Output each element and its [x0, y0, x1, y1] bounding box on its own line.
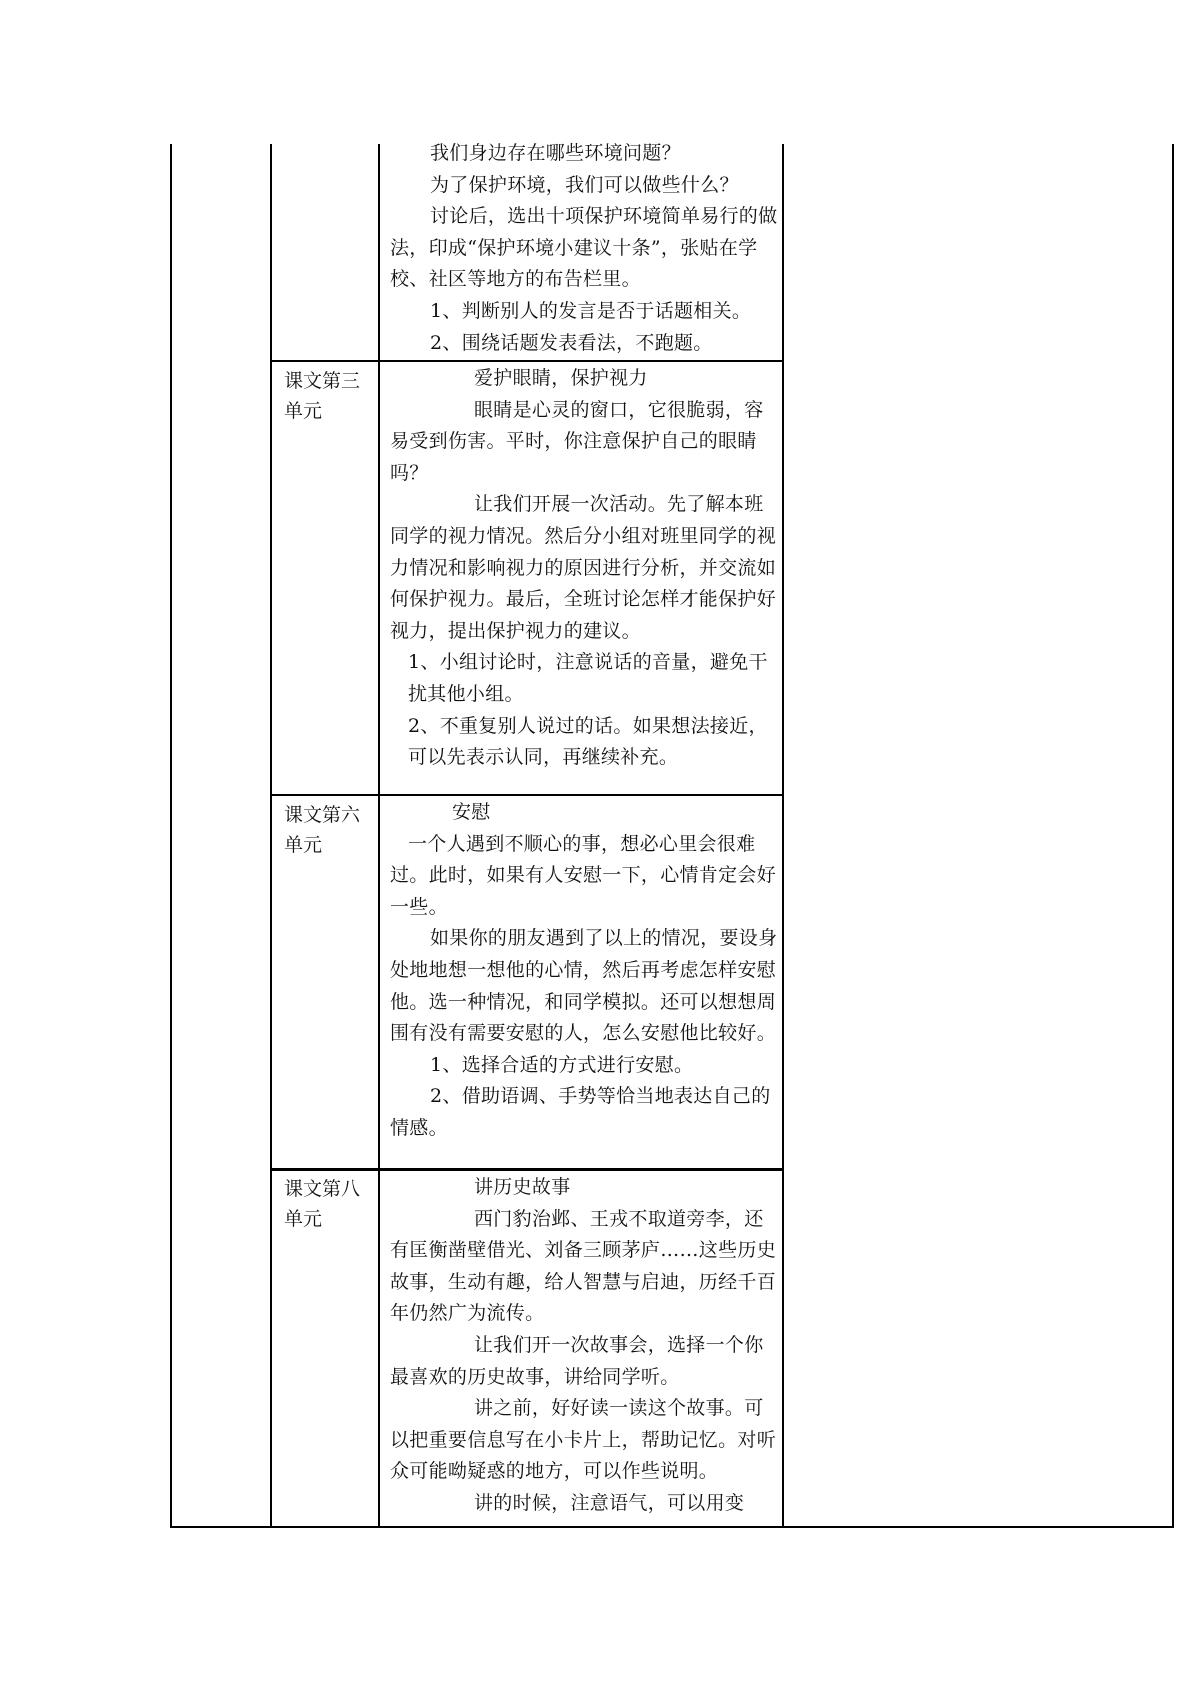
content-line: 1、选择合适的方式进行安慰。: [430, 1053, 694, 1076]
unit-label: 课文第三单元: [284, 370, 361, 422]
content-line: 爱护眼睛，保护视力: [474, 367, 648, 389]
content-line: 1、判断别人的发言是否于话题相关。: [430, 299, 752, 322]
content-line: 西门豹治邺、王戎不取道旁李，还有匡衡凿壁借光、刘备三顾茅庐……这些历史故事，生动有趣，给人智慧与启迪，历经千百年仍然广为流传。: [390, 1207, 777, 1325]
content-line: 讲之前，好好读一读这个故事。可以把重要信息写在小卡片上，帮助记忆。对听众可能呦疑惑的地方，可以作些说明。: [390, 1397, 777, 1483]
content-line: 讲历史故事: [474, 1176, 571, 1198]
row-divider: [270, 794, 784, 796]
content-line: 安慰: [452, 801, 491, 823]
content-line: 2、围绕话题发表看法，不跑题。: [430, 331, 713, 354]
row-content: [390, 797, 782, 1145]
row-content: [390, 363, 782, 774]
row-content: [390, 1172, 782, 1520]
column-divider: [782, 144, 784, 1526]
content-line: 讲的时候，注意语气，可以用变: [474, 1491, 745, 1514]
column-divider: [378, 144, 380, 1526]
content-line: 让我们开展一次活动。先了解本班同学的视力情况。然后分小组对班里同学的视力情况和影响视力的原因进行分析，并交流如何保护视力。最后，全班讨论怎样才能保护好视力，提出保护视力的建议。: [390, 493, 777, 642]
content-line: 1、小组讨论时，注意说话的音量，避免干扰其他小组。: [408, 651, 768, 705]
content-line: 2、不重复别人说过的话。如果想法接近，可以先表示认同，再继续补充。: [408, 714, 768, 769]
content-line: 一个人遇到不顺心的事，想必心里会很难过。此时，如果有人安慰一下，心情肯定会好一些。: [390, 832, 777, 918]
lesson-plan-table: [170, 144, 1174, 1528]
unit-label: 课文第八单元: [284, 1178, 361, 1230]
content-line: 我们身边存在哪些环境问题？: [430, 142, 681, 164]
content-line: 讨论后，选出十项保护环境简单易行的做法，印成“保护环境小建议十条”，张贴在学校、社区等地方的布告栏里。: [390, 205, 778, 291]
content-line: 如果你的朋友遇到了以上的情况，要设身处地地想一想他的心情，然后再考虑怎样安慰他。选一种情况，和同学模拟。还可以想想周围有没有需要安慰的人，怎么安慰他比较好。: [390, 927, 778, 1045]
row-divider: [270, 360, 784, 362]
content-line: 眼睛是心灵的窗口，它很脆弱，容易受到伤害。平时，你注意保护自己的眼睛吗？: [390, 398, 764, 484]
row-divider: [270, 1168, 784, 1171]
column-divider: [270, 144, 272, 1526]
content-line: 让我们开一次故事会，选择一个你最喜欢的历史故事，讲给同学听。: [390, 1333, 764, 1388]
row-content: [390, 138, 782, 359]
content-line: 为了保护环境，我们可以做些什么？: [430, 173, 739, 196]
unit-label: 课文第六单元: [284, 804, 361, 856]
content-line: 2、借助语调、手势等恰当地表达自己的情感。: [390, 1085, 771, 1139]
